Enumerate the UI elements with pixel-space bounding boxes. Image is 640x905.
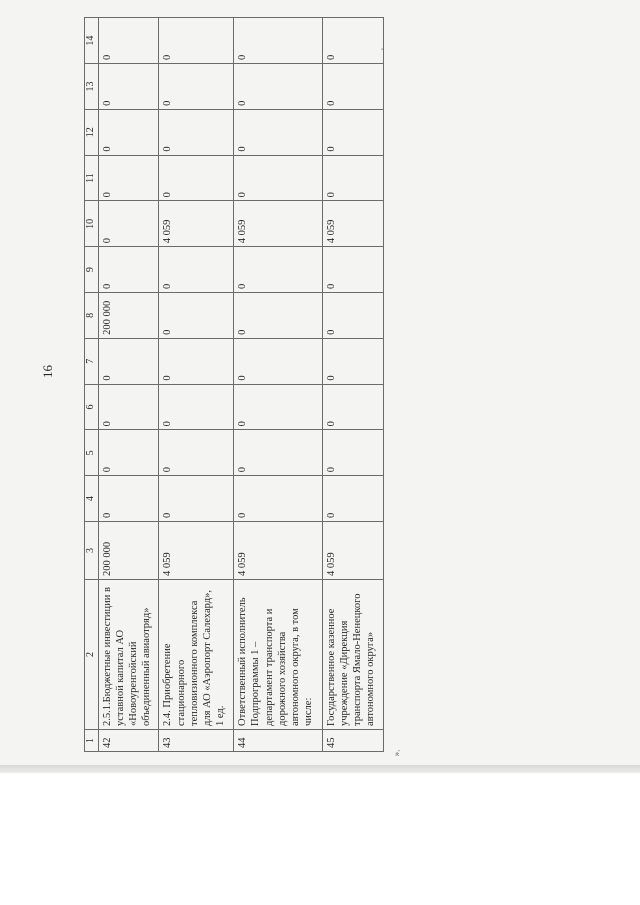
value-cell: 0 [98, 155, 159, 201]
value-cell: 0 [323, 64, 384, 110]
value-cell: 4 059 [159, 201, 234, 247]
page-number: 16 [40, 365, 55, 378]
column-header: 11 [85, 155, 99, 201]
table-row [234, 18, 323, 752]
column-header: 1 [85, 730, 99, 752]
column-header: 8 [85, 293, 99, 339]
value-cell: 4 059 [159, 522, 234, 580]
rotated-table-wrapper [84, 22, 384, 752]
item-name-cell: Государственное казенное учреждение «Дирекция транспорта Ямало-Ненецкого автономного округа» [323, 580, 384, 730]
value-cell: 0 [98, 18, 159, 64]
scan-edge [0, 765, 640, 773]
value-cell: 0 [159, 293, 234, 339]
value-cell: 0 [159, 384, 234, 430]
value-cell: 0 [323, 109, 384, 155]
table-header-row [85, 18, 99, 752]
value-cell: 0 [159, 247, 234, 293]
column-header: 12 [85, 109, 99, 155]
value-cell: 4 059 [323, 522, 384, 580]
value-cell: 0 [234, 430, 323, 476]
value-cell: 0 [234, 476, 323, 522]
column-header: 6 [85, 384, 99, 430]
value-cell: 0 [98, 338, 159, 384]
budget-table [84, 17, 384, 752]
value-cell: 0 [159, 155, 234, 201]
value-cell: 0 [98, 476, 159, 522]
value-cell: 200 000 [98, 522, 159, 580]
value-cell: 0 [234, 18, 323, 64]
value-cell: 0 [234, 64, 323, 110]
value-cell: 0 [323, 247, 384, 293]
column-header: 10 [85, 201, 99, 247]
column-header: 13 [85, 64, 99, 110]
row-number-cell: 43 [159, 730, 234, 752]
value-cell: 0 [234, 247, 323, 293]
table-row [159, 18, 234, 752]
value-cell: 0 [159, 430, 234, 476]
value-cell: 0 [234, 109, 323, 155]
item-name-cell: 2.5.1.Бюджетные инвестиции в уставной капитал АО «Новоуренгойский объединенный авиаотряд» [98, 580, 159, 730]
value-cell: 4 059 [234, 201, 323, 247]
margin-mark: ' [379, 48, 390, 50]
value-cell: 0 [323, 338, 384, 384]
row-number-cell: 45 [323, 730, 384, 752]
column-header: 7 [85, 338, 99, 384]
closing-quote-mark: ». [391, 749, 402, 757]
value-cell: 0 [98, 109, 159, 155]
value-cell: 0 [323, 155, 384, 201]
value-cell: 4 059 [234, 522, 323, 580]
value-cell: 200 000 [98, 293, 159, 339]
table-row [323, 18, 384, 752]
value-cell: 0 [234, 338, 323, 384]
item-name-cell: 2.4. Приобретение стационарного тепловизионного комплекса для АО «Аэропорт Салехард», 1 ед. [159, 580, 234, 730]
value-cell: 0 [234, 155, 323, 201]
value-cell: 0 [159, 109, 234, 155]
item-name-cell: Ответственный исполнитель Подпрограммы 1 – департамент транспорта и дорожного хозяйства автономного округа, в том числе: [234, 580, 323, 730]
value-cell: 0 [98, 201, 159, 247]
column-header: 2 [85, 580, 99, 730]
value-cell: 0 [98, 430, 159, 476]
column-header: 5 [85, 430, 99, 476]
value-cell: 0 [159, 18, 234, 64]
row-number-cell: 44 [234, 730, 323, 752]
value-cell: 0 [323, 293, 384, 339]
value-cell: 0 [323, 18, 384, 64]
value-cell: 4 059 [323, 201, 384, 247]
value-cell: 0 [98, 247, 159, 293]
column-header: 9 [85, 247, 99, 293]
value-cell: 0 [234, 293, 323, 339]
table-row [98, 18, 159, 752]
column-header: 3 [85, 522, 99, 580]
value-cell: 0 [159, 476, 234, 522]
value-cell: 0 [323, 430, 384, 476]
value-cell: 0 [323, 384, 384, 430]
row-number-cell: 42 [98, 730, 159, 752]
value-cell: 0 [323, 476, 384, 522]
column-header: 14 [85, 18, 99, 64]
value-cell: 0 [159, 64, 234, 110]
value-cell: 0 [234, 384, 323, 430]
value-cell: 0 [98, 64, 159, 110]
column-header: 4 [85, 476, 99, 522]
value-cell: 0 [98, 384, 159, 430]
value-cell: 0 [159, 338, 234, 384]
